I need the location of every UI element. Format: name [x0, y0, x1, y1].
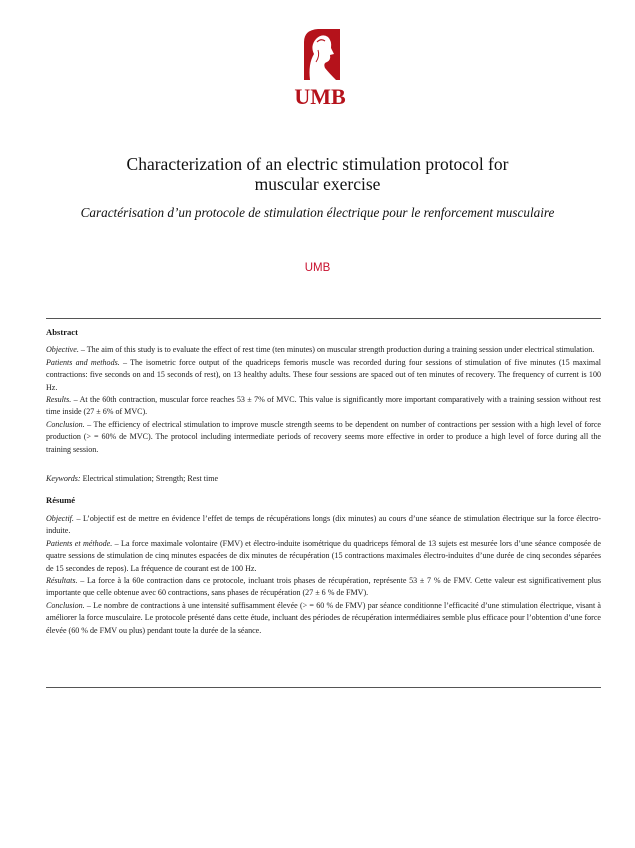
objectif-text: – L’objectif est de mettre en évidence l’effet de temps de récupérations longs (dix minutes) au cours d’une séance de stimulation électrique sur la force électro-induite.	[46, 513, 601, 536]
abstract-objective	[46, 344, 601, 356]
objective-text: – The aim of this study is to evaluate the effect of rest time (ten minutes) on muscular strength production during a training session under electrical stimulation.	[78, 345, 595, 355]
conclusion-fr-text: – Le nombre de contractions à une intensité suffisamment élevée (> = 60 % de FMV) par séance conditionne l’efficacité d’une stimulation électrique, visant à améliorer la force musculaire. Le protocole présenté dans cette étude, incluant des périodes de récupération intermédiaires semble plus efficace pour l’obtention d’une force élevée (60 % de FMV ou plus) pendant toute la durée de la séance.	[46, 600, 601, 635]
resultats-text: – La force à la 60e contraction dans ce protocole, incluant trois phases de récupération, représente 53 ± 7 % de FMV. Cette valeur est significativement plus importante que celle obtenue avec 60 contractions, sans phases de récupération (27 ± 6 % de FMV).	[46, 575, 601, 598]
abstract-conclusion	[46, 419, 601, 456]
resultats-label: Résultats.	[46, 575, 78, 585]
results-label: Results.	[46, 395, 72, 405]
conclusion-text: – The efficiency of electrical stimulation to improve muscle strength seems to be dependent on number of contractions per session with a high level of force production (> = 60% de MVC). The protocol including intermediate periods of recovery seems more effective in order to produce a high level of force during all the training session.	[46, 419, 601, 454]
top-divider	[46, 318, 601, 319]
patients-text: – The isometric force output of the quadriceps femoris muscle was recorded during four sessions of stimulation of five minutes (15 maximal contractions: five seconds on and 15 seconds of rest), on 13 healthy adults. These four sessions are spaced out of ten minutes of recovery. The frequency of current is 100 Hz.	[46, 357, 601, 392]
resume-conclusion	[46, 600, 601, 637]
title-line-1: Characterization of an electric stimulation protocol for	[126, 154, 509, 174]
conclusion-fr-label: Conclusion.	[46, 600, 85, 610]
woman-profile-icon	[290, 26, 350, 84]
umb-logo	[290, 26, 350, 116]
keywords	[46, 473, 601, 485]
abstract-heading: Abstract	[46, 327, 78, 337]
logo-text: UMB	[294, 84, 346, 109]
objective-label: Objective.	[46, 345, 79, 355]
conclusion-label: Conclusion.	[46, 419, 85, 429]
resume-resultats	[46, 575, 601, 600]
objectif-label: Objectif.	[46, 513, 74, 523]
resume-heading: Résumé	[46, 495, 76, 506]
patients-label: Patients and methods.	[46, 357, 120, 367]
title-line-2: muscular exercise	[254, 174, 381, 194]
french-subtitle: Caractérisation d’un protocole de stimulation électrique pour le renforcement musculaire	[80, 205, 555, 220]
resume-objectif	[46, 513, 601, 538]
results-text: – At the 60th contraction, muscular force reaches 53 ± 7% of MVC. This value is significantly more important comparatively with a training session without rest time inside (27 ± 6% of MVC).	[46, 395, 601, 417]
resume-patients	[46, 538, 601, 575]
paper-title	[60, 154, 575, 194]
bottom-divider	[46, 687, 601, 688]
keywords-label: Keywords:	[46, 474, 81, 484]
keywords-text: Electrical stimulation; Strength; Rest time	[80, 474, 219, 484]
abstract-section	[46, 326, 601, 637]
patients-fr-text: – La force maximale volontaire (FMV) et électro-induite isométrique du quadriceps fémoral de 13 sujets est mesurée lors d’une séance composée de quatre sessions de stimulation de cinq minutes espacées de dix minutes de récupération (15 contractions maximales électro-induites d’une durée de cinq secondes séparées de 15 secondes de repos). La fréquence de courant est de 100 Hz.	[46, 538, 601, 573]
patients-fr-label: Patients et méthode.	[46, 538, 113, 548]
affiliation: UMB	[304, 262, 331, 274]
abstract-results	[46, 394, 601, 419]
abstract-patients	[46, 357, 601, 394]
